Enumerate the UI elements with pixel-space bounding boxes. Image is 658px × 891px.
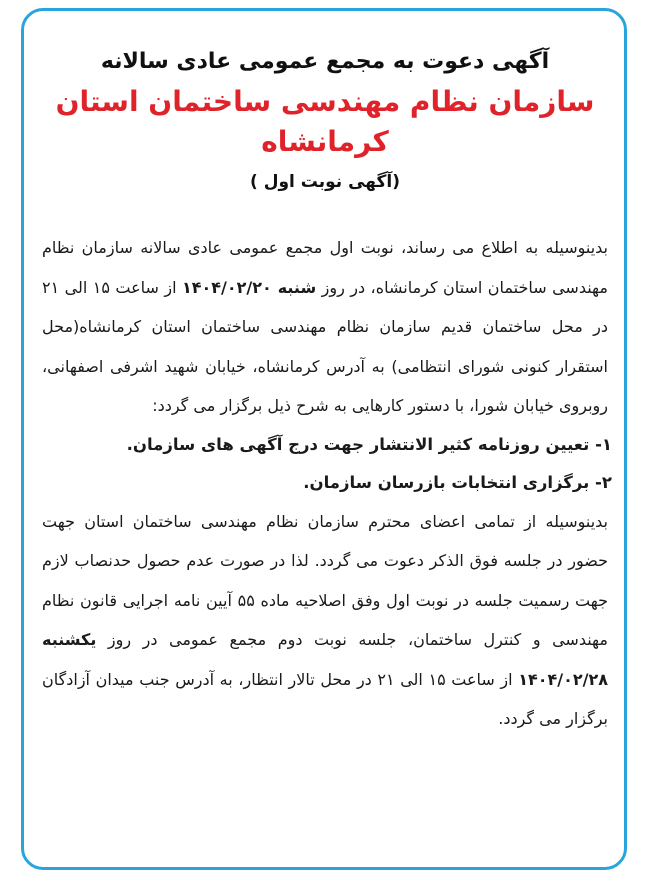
invitation-paragraph	[34, 228, 616, 426]
agenda-item-1: ۱- تعیین روزنامه کثیر الانتشار جهت درج آگهی های سازمان.	[126, 434, 612, 454]
notice-title: آگهی دعوت به مجمع عمومی عادی سالانه	[100, 49, 550, 74]
notice-round: (آگهی نوبت اول )	[250, 172, 400, 192]
paragraph2-text-a: بدینوسیله از تمامی اعضای محترم سازمان نظام مهندسی ساختمان استان جهت حضور در جلسه فوق الذکر دعوت می گردد. لذا در صورت عدم حصول حدنصاب لازم جهت رسمیت جلسه در نوبت اول وفق اصلاحیه ماده ۵۵ آیین نامه اجرایی قانون نظام مهندسی و کنترل ساختمان، جلسه نوبت دوم مجمع عمومی در روز	[42, 511, 609, 649]
second-meeting-date: یکشنبه ۱۴۰۴/۰۲/۲۸	[42, 630, 609, 689]
paragraph2-text-b: از ساعت ۱۵ الی ۲۱ در محل تالار انتظار، به آدرس جنب میدان آزادگان برگزار می گردد.	[42, 669, 608, 728]
notice-content	[34, 48, 616, 739]
first-meeting-date: شنبه ۱۴۰۴/۰۲/۲۰	[181, 277, 317, 297]
organization-name: سازمان نظام مهندسی ساختمان استان کرمانشاه	[55, 85, 595, 158]
paragraph1-text-a: بدینوسیله به اطلاع می رساند، نوبت اول مجمع عمومی عادی سالانه سازمان نظام مهندسی ساختمان استان کرمانشاه، در روز	[42, 238, 609, 297]
second-meeting-paragraph	[34, 502, 616, 739]
agenda-item-2: ۲- برگزاری انتخابات بازرسان سازمان.	[303, 472, 612, 492]
paragraph1-text-b: از ساعت ۱۵ الی ۲۱ در محل ساختمان قدیم سازمان نظام مهندسی ساختمان استان کرمانشاه(محل استقرار کنونی شورای انتظامی) به آدرس کرمانشاه، خیابان شهید اشرفی اصفهانی، روبروی خیابان شورا، با دستور کارهایی به شرح ذیل برگزار می گردد:	[42, 277, 608, 415]
